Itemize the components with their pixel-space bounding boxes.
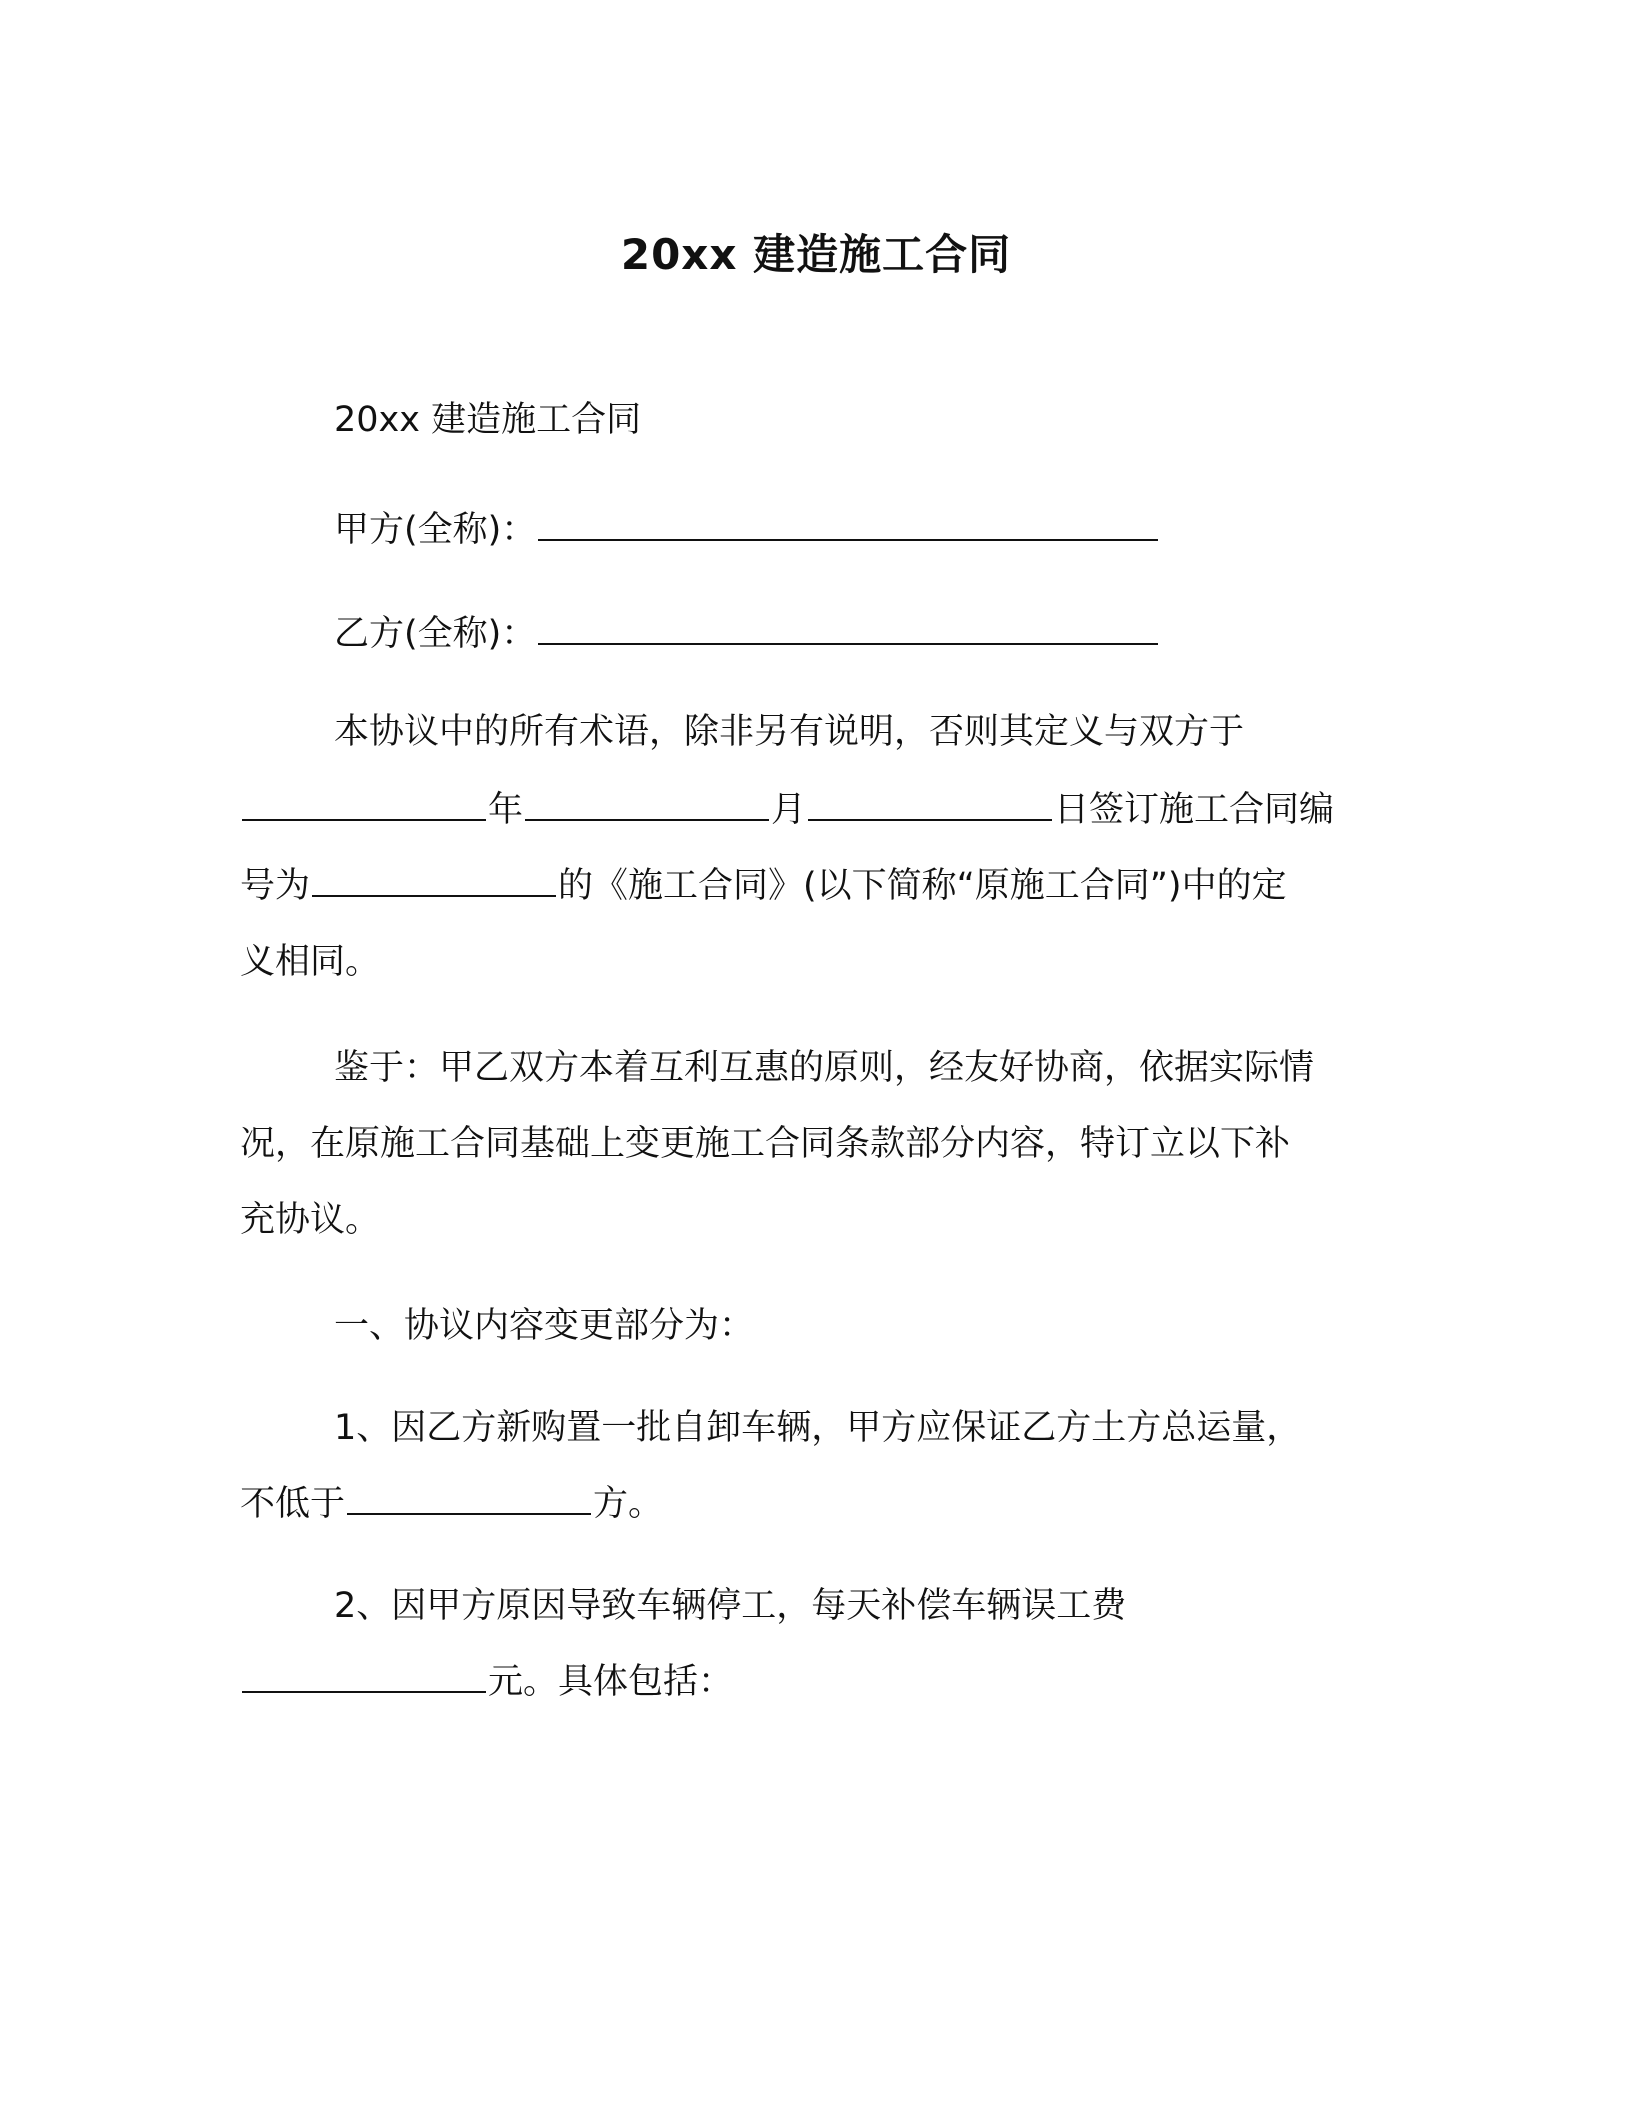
item1-line1: 1、因乙方新购置一批自卸车辆，甲方应保证乙方土方总运量， <box>334 1408 1302 1448</box>
para1-line2 <box>240 788 1410 832</box>
para1-line1: 本协议中的所有术语，除非另有说明，否则其定义与双方于 <box>334 712 1245 752</box>
para1-line4: 义相同。 <box>240 942 381 982</box>
para1-line3-text: 的《施工合同》(以下简称“原施工合同”)中的定 <box>558 866 1287 906</box>
party-a-label: 甲方(全称)： <box>334 510 537 550</box>
party-b-label: 乙方(全称)： <box>334 614 537 654</box>
date-month-blank <box>525 789 769 821</box>
contract-number-blank <box>312 865 556 897</box>
item2-unit-text: 元。具体包括： <box>488 1662 734 1702</box>
item2-line1: 2、因甲方原因导致车辆停工，每天补偿车辆误工费 <box>334 1586 1127 1626</box>
day-label: 日签订施工合同编 <box>1054 790 1335 830</box>
para2-line3: 充协议。 <box>240 1200 381 1240</box>
item1-min-label: 不低于 <box>240 1484 346 1524</box>
earth-volume-blank <box>347 1483 591 1515</box>
party-b-blank <box>538 613 1158 645</box>
item1-unit: 方。 <box>593 1484 664 1524</box>
party-a-line <box>334 508 1504 552</box>
item2-line2 <box>240 1660 1410 1704</box>
month-label: 月 <box>771 790 807 830</box>
compensation-blank <box>242 1661 486 1693</box>
item1-line2 <box>240 1482 1410 1526</box>
year-label: 年 <box>488 790 524 830</box>
document-title: 20xx 建造施工合同 <box>620 230 1012 279</box>
date-year-blank <box>242 789 486 821</box>
section1-heading: 一、协议内容变更部分为： <box>334 1306 755 1346</box>
para2-line1: 鉴于：甲乙双方本着互利互惠的原则，经友好协商，依据实际情 <box>334 1048 1315 1088</box>
para2-line2: 况，在原施工合同基础上变更施工合同条款部分内容，特订立以下补 <box>240 1124 1291 1164</box>
contract-number-label: 号为 <box>240 866 311 906</box>
para1-line3 <box>240 864 1410 908</box>
party-b-line <box>334 612 1504 656</box>
date-day-blank <box>808 789 1052 821</box>
party-a-blank <box>538 509 1158 541</box>
document-heading: 20xx 建造施工合同 <box>334 400 642 440</box>
